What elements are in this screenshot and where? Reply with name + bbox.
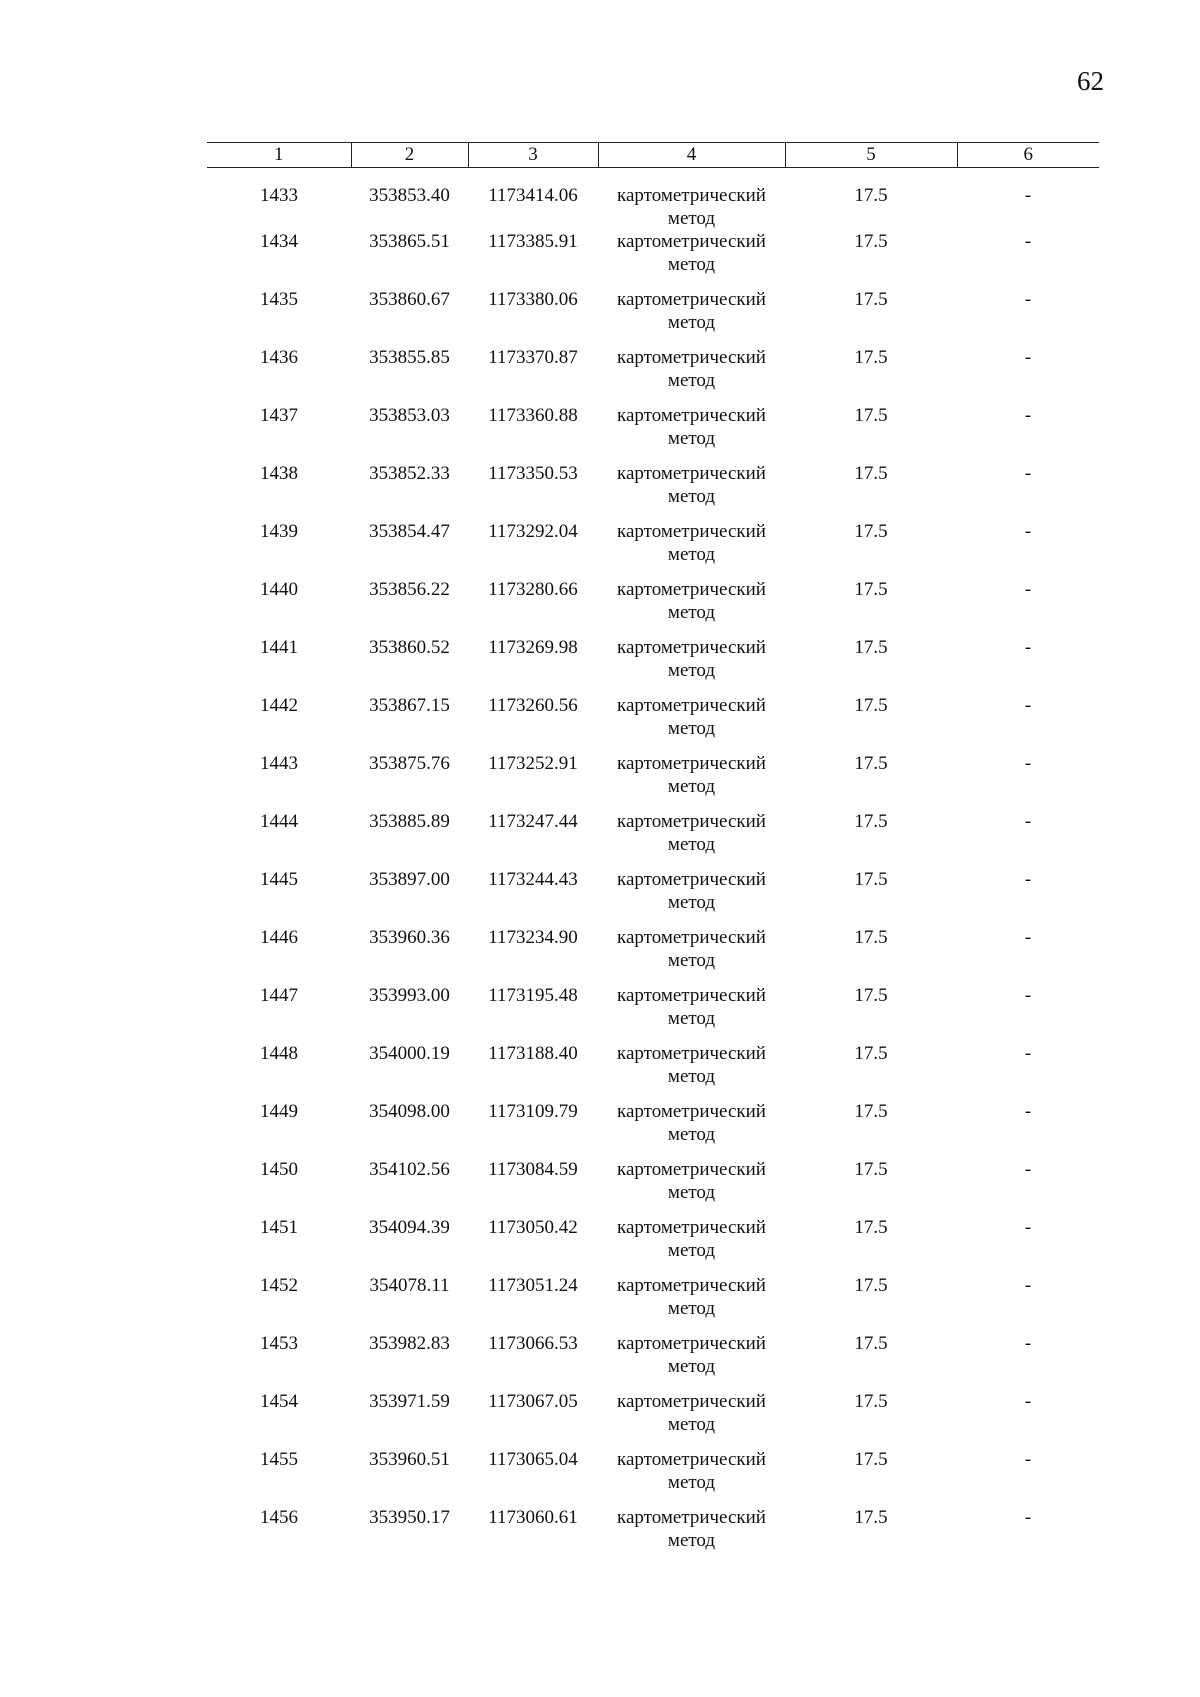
method-line-2: метод <box>667 602 716 623</box>
method-cell <box>598 1390 785 1448</box>
accuracy-cell: 17.5 <box>854 1101 888 1122</box>
table-row <box>207 694 1099 752</box>
accuracy-cell: 17.5 <box>854 927 888 948</box>
point-number-cell: 1433 <box>260 185 298 206</box>
x-coordinate-cell: 353993.00 <box>369 985 450 1006</box>
note-cell: - <box>1024 1217 1032 1238</box>
method-cell <box>598 694 785 752</box>
note-cell: - <box>1024 869 1032 890</box>
point-number-cell: 1435 <box>260 289 298 310</box>
method-line-1: картометрический <box>617 231 766 252</box>
note-cell: - <box>1024 1043 1032 1064</box>
method-line-1: картометрический <box>617 1391 766 1412</box>
x-coordinate-cell: 353875.76 <box>369 753 450 774</box>
method-cell <box>598 288 785 346</box>
point-number-cell: 1448 <box>260 1043 298 1064</box>
method-line-1: картометрический <box>617 1043 766 1064</box>
column-header-5: 5 <box>785 143 957 168</box>
table-header <box>207 143 1099 168</box>
note-cell: - <box>1024 521 1032 542</box>
note-cell: - <box>1024 811 1032 832</box>
accuracy-cell: 17.5 <box>854 1275 888 1296</box>
note-cell: - <box>1024 1101 1032 1122</box>
note-cell: - <box>1024 231 1032 252</box>
note-cell: - <box>1024 985 1032 1006</box>
method-line-1: картометрический <box>617 985 766 1006</box>
method-line-1: картометрический <box>617 185 766 206</box>
x-coordinate-cell: 353960.36 <box>369 927 450 948</box>
method-line-2: метод <box>667 660 716 681</box>
table-row <box>207 810 1099 868</box>
note-cell: - <box>1024 347 1032 368</box>
method-line-2: метод <box>667 1414 716 1435</box>
point-number-cell: 1443 <box>260 753 298 774</box>
column-header-1: 1 <box>207 143 351 168</box>
accuracy-cell: 17.5 <box>854 869 888 890</box>
x-coordinate-cell: 353853.40 <box>369 185 450 206</box>
table-row <box>207 1042 1099 1100</box>
x-coordinate-cell: 353885.89 <box>369 811 450 832</box>
method-line-1: картометрический <box>617 579 766 600</box>
column-header-6: 6 <box>957 143 1099 168</box>
accuracy-cell: 17.5 <box>854 1449 888 1470</box>
point-number-cell: 1438 <box>260 463 298 484</box>
method-cell <box>598 752 785 810</box>
method-line-2: метод <box>667 254 716 275</box>
note-cell: - <box>1024 753 1032 774</box>
accuracy-cell: 17.5 <box>854 289 888 310</box>
method-line-1: картометрический <box>617 1101 766 1122</box>
method-cell <box>598 1216 785 1274</box>
table-row <box>207 984 1099 1042</box>
point-number-cell: 1455 <box>260 1449 298 1470</box>
x-coordinate-cell: 353897.00 <box>369 869 450 890</box>
table-row <box>207 230 1099 288</box>
accuracy-cell: 17.5 <box>854 405 888 426</box>
method-line-1: картометрический <box>617 463 766 484</box>
x-coordinate-cell: 354102.56 <box>369 1159 450 1180</box>
accuracy-cell: 17.5 <box>854 985 888 1006</box>
note-cell: - <box>1024 695 1032 716</box>
accuracy-cell: 17.5 <box>854 1159 888 1180</box>
y-coordinate-cell: 1173195.48 <box>488 985 578 1006</box>
x-coordinate-cell: 353960.51 <box>369 1449 450 1470</box>
method-line-1: картометрический <box>617 1217 766 1238</box>
point-number-cell: 1456 <box>260 1507 298 1528</box>
x-coordinate-cell: 353860.67 <box>369 289 450 310</box>
method-cell <box>598 1100 785 1158</box>
method-line-1: картометрический <box>617 1275 766 1296</box>
y-coordinate-cell: 1173385.91 <box>488 231 578 252</box>
point-number-cell: 1439 <box>260 521 298 542</box>
x-coordinate-cell: 353950.17 <box>369 1507 450 1528</box>
table-row <box>207 1158 1099 1216</box>
note-cell: - <box>1024 463 1032 484</box>
method-cell <box>598 1042 785 1100</box>
y-coordinate-cell: 1173060.61 <box>488 1507 578 1528</box>
note-cell: - <box>1024 579 1032 600</box>
table-row <box>207 636 1099 694</box>
x-coordinate-cell: 353852.33 <box>369 463 450 484</box>
point-number-cell: 1449 <box>260 1101 298 1122</box>
x-coordinate-cell: 353853.03 <box>369 405 450 426</box>
y-coordinate-cell: 1173280.66 <box>488 579 578 600</box>
method-line-1: картометрический <box>617 695 766 716</box>
accuracy-cell: 17.5 <box>854 347 888 368</box>
y-coordinate-cell: 1173370.87 <box>488 347 578 368</box>
note-cell: - <box>1024 185 1032 206</box>
method-line-1: картометрический <box>617 811 766 832</box>
note-cell: - <box>1024 1449 1032 1470</box>
accuracy-cell: 17.5 <box>854 811 888 832</box>
method-cell <box>598 578 785 636</box>
accuracy-cell: 17.5 <box>854 1391 888 1412</box>
column-header-2: 2 <box>351 143 468 168</box>
accuracy-cell: 17.5 <box>854 185 888 206</box>
y-coordinate-cell: 1173360.88 <box>488 405 578 426</box>
method-line-1: картометрический <box>617 637 766 658</box>
y-coordinate-cell: 1173350.53 <box>488 463 578 484</box>
method-cell <box>598 1274 785 1332</box>
method-line-2: метод <box>667 370 716 391</box>
accuracy-cell: 17.5 <box>854 1043 888 1064</box>
method-line-1: картометрический <box>617 753 766 774</box>
table-row <box>207 868 1099 926</box>
point-number-cell: 1451 <box>260 1217 298 1238</box>
y-coordinate-cell: 1173109.79 <box>488 1101 578 1122</box>
y-coordinate-cell: 1173051.24 <box>488 1275 578 1296</box>
accuracy-cell: 17.5 <box>854 521 888 542</box>
x-coordinate-cell: 353867.15 <box>369 695 450 716</box>
column-header-3: 3 <box>468 143 598 168</box>
method-line-2: метод <box>667 1066 716 1087</box>
y-coordinate-cell: 1173188.40 <box>488 1043 578 1064</box>
point-number-cell: 1454 <box>260 1391 298 1412</box>
table-row <box>207 1100 1099 1158</box>
method-cell <box>598 810 785 868</box>
method-line-1: картометрический <box>617 347 766 368</box>
x-coordinate-cell: 353856.22 <box>369 579 450 600</box>
y-coordinate-cell: 1173067.05 <box>488 1391 578 1412</box>
x-coordinate-cell: 353860.52 <box>369 637 450 658</box>
accuracy-cell: 17.5 <box>854 579 888 600</box>
y-coordinate-cell: 1173292.04 <box>488 521 578 542</box>
table-row <box>207 346 1099 404</box>
point-number-cell: 1444 <box>260 811 298 832</box>
method-line-2: метод <box>667 1240 716 1261</box>
method-cell <box>598 230 785 288</box>
method-line-1: картометрический <box>617 869 766 890</box>
point-number-cell: 1447 <box>260 985 298 1006</box>
point-number-cell: 1436 <box>260 347 298 368</box>
note-cell: - <box>1024 1391 1032 1412</box>
method-cell <box>598 1158 785 1216</box>
table-row <box>207 288 1099 346</box>
method-line-2: метод <box>667 208 716 229</box>
method-line-1: картометрический <box>617 405 766 426</box>
y-coordinate-cell: 1173066.53 <box>488 1333 578 1354</box>
accuracy-cell: 17.5 <box>854 1507 888 1528</box>
note-cell: - <box>1024 289 1032 310</box>
table-row <box>207 578 1099 636</box>
table-row <box>207 404 1099 462</box>
method-cell <box>598 1332 785 1390</box>
x-coordinate-cell: 353855.85 <box>369 347 450 368</box>
method-line-2: метод <box>667 544 716 565</box>
table-body <box>207 168 1099 1565</box>
point-number-cell: 1442 <box>260 695 298 716</box>
method-cell <box>598 926 785 984</box>
y-coordinate-cell: 1173252.91 <box>488 753 578 774</box>
method-line-2: метод <box>667 776 716 797</box>
table-row <box>207 168 1099 231</box>
method-line-2: метод <box>667 1124 716 1145</box>
method-line-2: метод <box>667 428 716 449</box>
method-line-2: метод <box>667 1008 716 1029</box>
x-coordinate-cell: 354000.19 <box>369 1043 450 1064</box>
point-number-cell: 1437 <box>260 405 298 426</box>
accuracy-cell: 17.5 <box>854 637 888 658</box>
method-line-1: картометрический <box>617 521 766 542</box>
header-row <box>207 143 1099 168</box>
method-cell <box>598 636 785 694</box>
method-cell <box>598 984 785 1042</box>
table-row <box>207 926 1099 984</box>
note-cell: - <box>1024 1159 1032 1180</box>
method-line-2: метод <box>667 718 716 739</box>
method-line-2: метод <box>667 1530 716 1551</box>
note-cell: - <box>1024 637 1032 658</box>
method-line-1: картометрический <box>617 1507 766 1528</box>
point-number-cell: 1452 <box>260 1275 298 1296</box>
x-coordinate-cell: 354094.39 <box>369 1217 450 1238</box>
table-row <box>207 1274 1099 1332</box>
method-line-1: картометрический <box>617 927 766 948</box>
point-number-cell: 1440 <box>260 579 298 600</box>
y-coordinate-cell: 1173260.56 <box>488 695 578 716</box>
method-line-2: метод <box>667 1472 716 1493</box>
table-row <box>207 1506 1099 1564</box>
table-row <box>207 1448 1099 1506</box>
method-line-1: картометрический <box>617 289 766 310</box>
note-cell: - <box>1024 1507 1032 1528</box>
y-coordinate-cell: 1173414.06 <box>488 185 578 206</box>
column-header-4: 4 <box>598 143 785 168</box>
method-cell <box>598 404 785 462</box>
y-coordinate-cell: 1173084.59 <box>488 1159 578 1180</box>
method-cell <box>598 520 785 578</box>
table-row <box>207 462 1099 520</box>
y-coordinate-cell: 1173234.90 <box>488 927 578 948</box>
note-cell: - <box>1024 405 1032 426</box>
point-number-cell: 1446 <box>260 927 298 948</box>
method-cell <box>598 1506 785 1564</box>
note-cell: - <box>1024 1275 1032 1296</box>
method-line-1: картометрический <box>617 1333 766 1354</box>
point-number-cell: 1441 <box>260 637 298 658</box>
x-coordinate-cell: 354078.11 <box>369 1275 450 1296</box>
accuracy-cell: 17.5 <box>854 695 888 716</box>
coordinates-table <box>207 142 1099 1564</box>
y-coordinate-cell: 1173244.43 <box>488 869 578 890</box>
method-cell <box>598 1448 785 1506</box>
method-cell <box>598 462 785 520</box>
accuracy-cell: 17.5 <box>854 753 888 774</box>
method-line-2: метод <box>667 1356 716 1377</box>
method-line-2: метод <box>667 950 716 971</box>
method-line-2: метод <box>667 834 716 855</box>
point-number-cell: 1450 <box>260 1159 298 1180</box>
table-row <box>207 752 1099 810</box>
x-coordinate-cell: 353854.47 <box>369 521 450 542</box>
y-coordinate-cell: 1173050.42 <box>488 1217 578 1238</box>
method-line-1: картометрический <box>617 1449 766 1470</box>
accuracy-cell: 17.5 <box>854 1333 888 1354</box>
method-line-2: метод <box>667 892 716 913</box>
table-row <box>207 1216 1099 1274</box>
x-coordinate-cell: 353865.51 <box>369 231 450 252</box>
point-number-cell: 1453 <box>260 1333 298 1354</box>
method-line-2: метод <box>667 312 716 333</box>
method-cell <box>598 868 785 926</box>
accuracy-cell: 17.5 <box>854 1217 888 1238</box>
table-row <box>207 520 1099 578</box>
y-coordinate-cell: 1173065.04 <box>488 1449 578 1470</box>
y-coordinate-cell: 1173380.06 <box>488 289 578 310</box>
note-cell: - <box>1024 1333 1032 1354</box>
method-line-2: метод <box>667 486 716 507</box>
accuracy-cell: 17.5 <box>854 463 888 484</box>
x-coordinate-cell: 354098.00 <box>369 1101 450 1122</box>
method-cell <box>598 346 785 404</box>
table-row <box>207 1332 1099 1390</box>
method-line-2: метод <box>667 1182 716 1203</box>
accuracy-cell: 17.5 <box>854 231 888 252</box>
table-row <box>207 1390 1099 1448</box>
y-coordinate-cell: 1173247.44 <box>488 811 578 832</box>
x-coordinate-cell: 353982.83 <box>369 1333 450 1354</box>
point-number-cell: 1445 <box>260 869 298 890</box>
method-cell <box>598 168 785 231</box>
method-line-1: картометрический <box>617 1159 766 1180</box>
x-coordinate-cell: 353971.59 <box>369 1391 450 1412</box>
point-number-cell: 1434 <box>260 231 298 252</box>
note-cell: - <box>1024 927 1032 948</box>
method-line-2: метод <box>667 1298 716 1319</box>
page-number: 62 <box>1077 66 1104 96</box>
y-coordinate-cell: 1173269.98 <box>488 637 578 658</box>
